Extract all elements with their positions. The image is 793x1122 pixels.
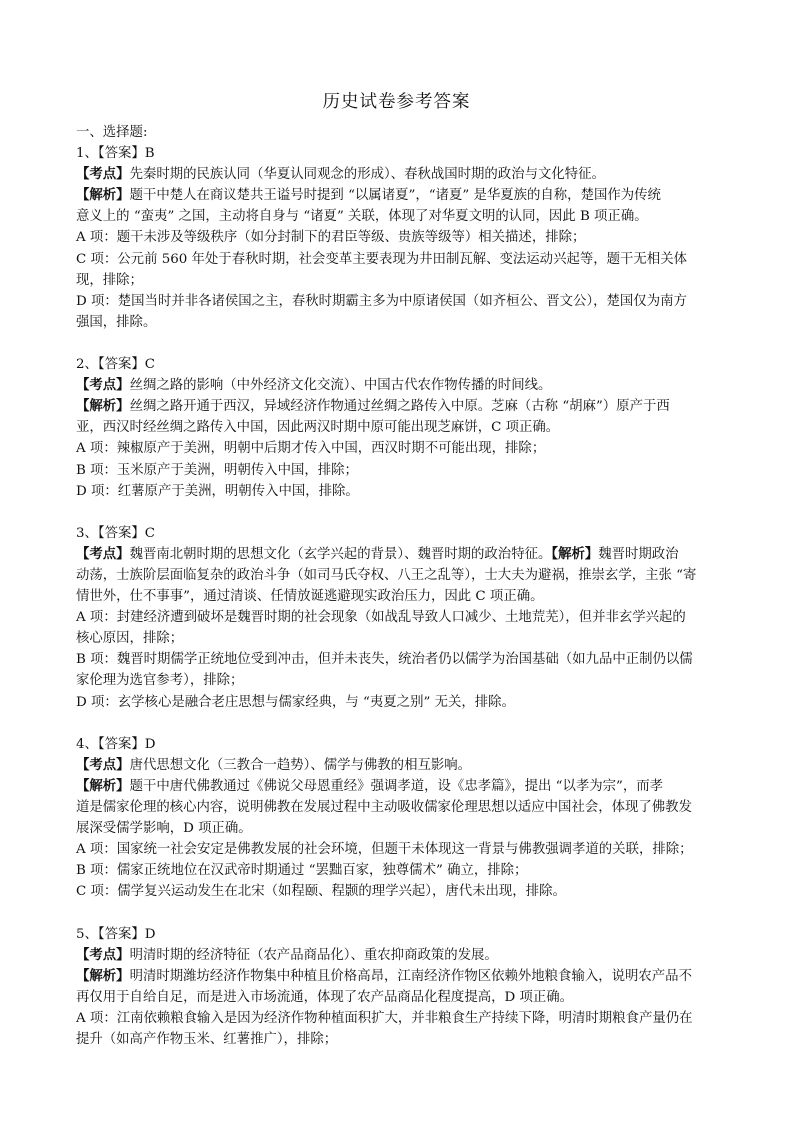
section-heading: 一、选择题: xyxy=(76,125,148,140)
answer-line-text: D 项：红薯原产于美洲，明朝传入中国，排除。 xyxy=(76,483,359,499)
answer-number-line: 1、【答案】B xyxy=(76,146,155,162)
answer-line-label: 【解析】 xyxy=(76,777,130,794)
answer-text-line xyxy=(76,270,722,291)
answer-line-text: 提升（如高产作物玉米、红薯推广），排除； xyxy=(76,1032,338,1048)
answer-text-line xyxy=(76,438,722,459)
answer-line-text: 先秦时期的民族认同（华夏认同观念的形成）、春秋战国时期的政治与文化特征。 xyxy=(129,167,605,183)
answer-line-text: 丝绸之路开通于西汉，异域经济作物通过丝绸之路传入中原。芝麻（古称 “胡麻”）原产于西 xyxy=(129,399,670,415)
answer-line-text: 亚，西汉时经丝绸之路传入中国，因此两汉时期中原可能出现芝麻饼，C 项正确。 xyxy=(76,420,560,436)
answer-line-text: B 项：魏晋时期儒学正统地位受到冲击，但并未丧失，统治者仍以儒学为治国基础（如九品中正制仍以儒 xyxy=(76,652,693,668)
answer-text-line xyxy=(76,776,722,797)
answer-text-line xyxy=(76,586,722,607)
answer-line-text: A 项：封建经济遭到破坏是魏晋时期的社会现象（如战乱导致人口减少、土地荒芜），但并非玄学兴起的 xyxy=(76,610,686,626)
answer-text-line xyxy=(76,185,722,206)
answer-block xyxy=(76,734,722,924)
answer-text-line xyxy=(76,544,722,565)
answer-line-text: 现，排除； xyxy=(76,272,143,288)
answer-text-line xyxy=(76,628,722,649)
answer-text-line xyxy=(76,607,722,628)
answer-text-line xyxy=(76,797,722,818)
answer-text-line xyxy=(76,670,722,691)
answer-line-label: 【考点】 xyxy=(76,946,130,963)
answer-line-text: D 项：楚国当时并非各诸侯国之主，春秋时期霸主多为中原诸侯国（如齐桓公、晋文公），楚国仅为南方 xyxy=(76,293,687,309)
answer-line-label: 【考点】 xyxy=(76,756,130,773)
answer-text-line xyxy=(76,1008,722,1029)
answer-text-line xyxy=(76,291,722,312)
answer-block xyxy=(76,354,722,523)
answer-line-text: 题干中楚人在商议楚共王谥号时提到 “以属诸夏”，“诸夏” 是华夏族的自称，楚国作为传统 xyxy=(129,188,661,204)
answer-block xyxy=(76,143,722,354)
answer-text-line xyxy=(76,227,722,248)
answer-content xyxy=(76,122,722,1050)
answer-line-text: C 项：公元前 560 年处于春秋时期，社会变革主要表现为井田制瓦解、变法运动兴起等，题干无相关体 xyxy=(76,251,687,267)
answer-line-label: 【考点】 xyxy=(76,166,130,183)
answer-line-text: 唐代思想文化（三教合一趋势）、儒学与佛教的相互影响。 xyxy=(129,757,472,773)
answer-line-text: D 项：玄学核心是融合老庄思想与儒家经典，与 “夷夏之别” 无关，排除。 xyxy=(76,694,515,710)
answer-line-text: 魏晋时期政治 xyxy=(598,546,679,562)
answer-text-line xyxy=(76,755,722,776)
answer-text-line xyxy=(76,249,722,270)
answer-text-line xyxy=(76,565,722,586)
answer-line-text: B 项：玉米原产于美洲，明朝传入中国，排除； xyxy=(76,462,358,478)
answer-line-label: 【解析】 xyxy=(76,187,130,204)
answer-text-line xyxy=(76,206,722,227)
answer-text-line xyxy=(76,945,722,966)
answer-text-line xyxy=(76,460,722,481)
answer-line-text: 道是儒家伦理的核心内容，说明佛教在发展过程中主动吸收儒家伦理思想以适应中国社会，体现了佛教发 xyxy=(76,800,692,815)
block-gap xyxy=(76,333,722,354)
answer-text-line xyxy=(76,966,722,987)
block-gap xyxy=(76,713,722,734)
answer-text-line xyxy=(76,1029,722,1050)
answer-line-text: A 项：辣椒原产于美洲，明朝中后期才传入中国，西汉时期不可能出现，排除； xyxy=(76,441,546,457)
answer-line-text: 意义上的 “蛮夷” 之国，主动将自身与 “诸夏” 关联，体现了对华夏文明的认同，因此 B 项正确。 xyxy=(76,209,648,225)
page-title: 历史试卷参考答案 xyxy=(322,92,471,112)
answer-line-text: 丝绸之路的影响（中外经济文化交流）、中国古代农作物传播的时间线。 xyxy=(129,378,552,394)
answer-text-line xyxy=(76,818,722,839)
answer-line-text: B 项：儒家正统地位在汉武帝时期通过 “罢黜百家，独尊儒术” 确立，排除； xyxy=(76,863,528,879)
answer-line-label: 【考点】 xyxy=(76,377,130,394)
answer-number-line: 5、【答案】D xyxy=(76,926,156,942)
answer-line-label: 【解析】 xyxy=(76,398,130,415)
answer-text-line xyxy=(76,860,722,881)
answer-line-text: 强国，排除。 xyxy=(76,314,157,330)
block-gap xyxy=(76,502,722,523)
answer-text-line xyxy=(76,481,722,502)
answer-line-label: 【解析】 xyxy=(551,545,599,562)
answer-text-line xyxy=(76,417,722,438)
answer-line-text: A 项：题干未涉及等级秩序（如分封制下的君臣等级、贵族等级等）相关描述，排除； xyxy=(76,230,586,246)
answer-line-text: 情世外，仕不事事”，通过清谈、任情放诞逃避现实政治压力，因此 C 项正确。 xyxy=(76,589,544,605)
answer-block xyxy=(76,924,722,1051)
answer-line-text: 明清时期潍坊经济作物集中种植且价格高昂，江南经济作物区依赖外地粮食输入，说明农产品不 xyxy=(129,968,692,984)
answer-line-label: 【解析】 xyxy=(76,967,130,984)
answer-line-text: C 项：儒学复兴运动发生在北宋（如程颐、程颢的理学兴起），唐代未出现，排除。 xyxy=(76,884,566,900)
answer-line-text: 动荡，士族阶层面临复杂的政治斗争（如司马氏夺权、八王之乱等），士大夫为避祸，推崇玄学，主张 “寄 xyxy=(76,567,697,583)
answer-text-line xyxy=(76,881,722,902)
answer-text-line xyxy=(76,396,722,417)
block-gap xyxy=(76,902,722,923)
answer-text-line xyxy=(76,312,722,333)
answer-line-text: A 项：江南依赖粮食输入是因为经济作物种植面积扩大，并非粮食生产持续下降，明清时期粮食产量仍在 xyxy=(76,1010,693,1026)
answer-number-line: 2、【答案】C xyxy=(76,357,156,373)
answer-text-line xyxy=(76,692,722,713)
answer-line-text: 魏晋南北朝时期的思想文化（玄学兴起的背景）、魏晋时期的政治特征。 xyxy=(129,546,552,562)
answer-text-line xyxy=(76,375,722,396)
answer-text-line xyxy=(76,987,722,1008)
answer-text-line xyxy=(76,839,722,860)
answer-text-line xyxy=(76,649,722,670)
answer-line-text: 题干中唐代佛教通过《佛说父母恩重经》强调孝道，设《忠孝篇》，提出 “以孝为宗”，而孝 xyxy=(129,778,664,794)
answer-line-text: 核心原因，排除； xyxy=(76,631,184,647)
answer-line-label: 【考点】 xyxy=(76,545,130,562)
answer-number-line: 3、【答案】C xyxy=(76,525,156,541)
answer-line-text: 明清时期的经济特征（农产品商品化）、重农抑商政策的发展。 xyxy=(129,947,498,963)
answer-number-line: 4、【答案】D xyxy=(76,736,156,752)
answer-block xyxy=(76,523,722,734)
answer-line-text: 再仅用于自给自足，而是进入市场流通，体现了农产品商品化程度提高，D 项正确。 xyxy=(76,989,574,1005)
answer-line-text: A 项：国家统一社会安定是佛教发展的社会环境，但题干未体现这一背景与佛教强调孝道的关联，排除； xyxy=(76,842,693,858)
answer-text-line xyxy=(76,164,722,185)
answer-line-text: 家伦理为选官参考），排除； xyxy=(76,673,244,689)
answer-line-text: 展深受儒学影响，D 项正确。 xyxy=(76,821,252,837)
